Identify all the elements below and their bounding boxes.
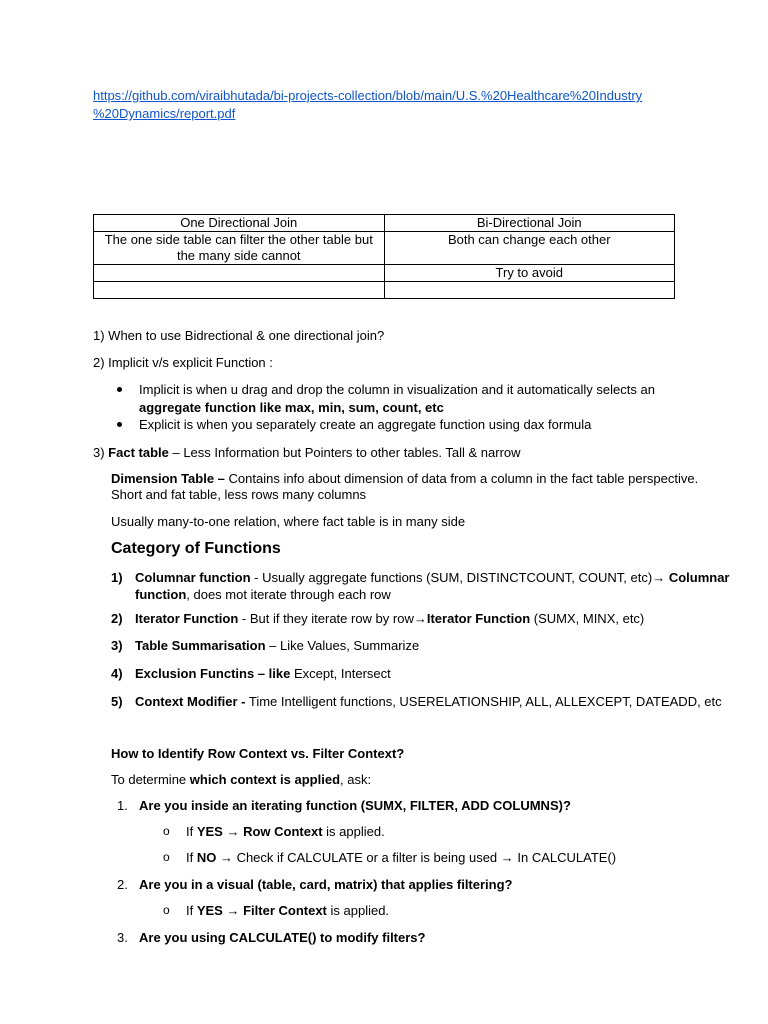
function-item-columnar xyxy=(135,570,729,585)
category-heading: Category of Functions xyxy=(111,540,281,557)
bullet-explicit: Explicit is when you separately create an aggregate function using dax formula xyxy=(139,417,592,432)
join-comparison-table xyxy=(93,214,675,299)
table-header-bi-directional: Bi-Directional Join xyxy=(384,215,675,232)
table-cell xyxy=(94,232,385,265)
sub-yes: YES xyxy=(196,824,223,839)
sub-post: is applied. xyxy=(322,824,385,839)
function-name: Columnar function xyxy=(135,570,251,585)
context-question-3: Are you using CALCULATE() to modify filters? xyxy=(139,930,426,945)
sub-answer-3 xyxy=(186,903,389,918)
question-num: 1. xyxy=(117,798,128,813)
function-num: 4) xyxy=(111,666,123,681)
table-cell xyxy=(94,282,385,299)
function-desc: - Usually aggregate functions (SUM, DISTINCTCOUNT, COUNT, etc)→ xyxy=(250,570,669,585)
sub-arrow: → xyxy=(222,903,244,918)
fact-table-label: Fact table xyxy=(108,445,169,460)
table-cell xyxy=(384,282,675,299)
dimension-desc: Contains info about dimension of data from a column in the fact table perspective. xyxy=(224,471,699,486)
fact-table-line xyxy=(93,445,521,460)
function-desc-2: (SUMX, MINX, etc) xyxy=(530,611,645,626)
bullet-implicit-line2: aggregate function like max, min, sum, count, etc xyxy=(139,400,444,415)
table-row xyxy=(94,265,675,282)
table-cell: Both can change each other xyxy=(384,232,675,265)
function-desc: – Like Values, Summarize xyxy=(265,638,420,653)
sub-arrow: → xyxy=(222,824,244,839)
circle-bullet-icon: o xyxy=(163,850,170,864)
dimension-line2: Short and fat table, less rows many columns xyxy=(111,487,367,502)
function-num: 3) xyxy=(111,638,123,653)
sub-pre: If xyxy=(186,850,197,865)
function-item-columnar-line2 xyxy=(135,587,391,602)
circle-bullet-icon: o xyxy=(163,824,170,838)
function-name: Table Summarisation xyxy=(135,638,266,653)
function-name-2: Iterator Function xyxy=(426,611,531,626)
sub-rest: → Check if CALCULATE or a filter is being used → In CALCULATE() xyxy=(216,850,617,865)
question-2: 2) Implicit v/s explicit Function : xyxy=(93,355,273,370)
context-question-1: Are you inside an iterating function (SUMX, FILTER, ADD COLUMNS)? xyxy=(139,798,571,813)
dimension-line1 xyxy=(111,471,698,486)
report-link-line2[interactable]: %20Dynamics/report.pdf xyxy=(93,106,236,121)
determine-post: , ask: xyxy=(340,772,372,787)
function-name: Exclusion Functins – like xyxy=(135,666,291,681)
function-desc: - But if they iterate row by row→ xyxy=(238,611,427,626)
bullet-icon xyxy=(117,387,122,392)
sub-context: Filter Context xyxy=(243,903,327,918)
function-desc: Time Intelligent functions, USERELATIONSHIP, ALL, ALLEXCEPT, DATEADD, etc xyxy=(245,694,722,709)
table-row xyxy=(94,232,675,265)
function-name-2: Columnar xyxy=(668,570,730,585)
fact-prefix: 3) xyxy=(93,445,109,460)
sub-post: is applied. xyxy=(326,903,390,918)
function-desc-2: , does mot iterate through each row xyxy=(186,587,391,602)
function-num: 2) xyxy=(111,611,123,626)
fact-table-desc: – Less Information but Pointers to other tables. Tall & narrow xyxy=(168,445,521,460)
determine-pre: To determine xyxy=(111,772,190,787)
sub-context: Row Context xyxy=(243,824,323,839)
function-name-3: function xyxy=(135,587,187,602)
report-link-line1[interactable]: https://github.com/viraibhutada/bi-projects-collection/blob/main/U.S.%20Healthcare%20Industry xyxy=(93,88,643,103)
determine-line xyxy=(111,772,371,787)
function-num: 5) xyxy=(111,694,123,709)
function-num: 1) xyxy=(111,570,123,585)
function-item-context-modifier xyxy=(135,694,722,709)
question-num: 2. xyxy=(117,877,128,892)
identify-heading: How to Identify Row Context vs. Filter Context? xyxy=(111,746,405,761)
function-desc: Except, Intersect xyxy=(290,666,391,681)
context-question-2: Are you in a visual (table, card, matrix) that applies filtering? xyxy=(139,877,513,892)
sub-answer-1 xyxy=(186,824,385,839)
dimension-label: Dimension Table – xyxy=(111,471,225,486)
bullet-implicit-line1: Implicit is when u drag and drop the column in visualization and it automatically selects an xyxy=(139,382,655,397)
relation-note: Usually many-to-one relation, where fact table is in many side xyxy=(111,514,466,529)
sub-yes: YES xyxy=(196,903,223,918)
function-item-iterator xyxy=(135,611,644,626)
table-cell: Try to avoid xyxy=(384,265,675,282)
table-row xyxy=(94,215,675,232)
function-item-exclusion xyxy=(135,666,391,681)
determine-bold: which context is applied xyxy=(189,772,341,787)
table-cell-line: the many side cannot xyxy=(176,248,301,263)
sub-pre: If xyxy=(186,824,197,839)
sub-answer-2 xyxy=(186,850,616,865)
table-cell xyxy=(94,265,385,282)
table-header-one-directional: One Directional Join xyxy=(94,215,385,232)
circle-bullet-icon: o xyxy=(163,903,170,917)
question-num: 3. xyxy=(117,930,128,945)
sub-pre: If xyxy=(186,903,197,918)
function-name: Iterator Function xyxy=(135,611,239,626)
table-row xyxy=(94,282,675,299)
question-1: 1) When to use Bidrectional & one directional join? xyxy=(93,328,385,343)
table-cell-line: The one side table can filter the other table but xyxy=(104,232,373,247)
sub-no: NO xyxy=(196,850,217,865)
bullet-icon xyxy=(117,422,122,427)
function-item-summarisation xyxy=(135,638,419,653)
function-name: Context Modifier - xyxy=(135,694,246,709)
